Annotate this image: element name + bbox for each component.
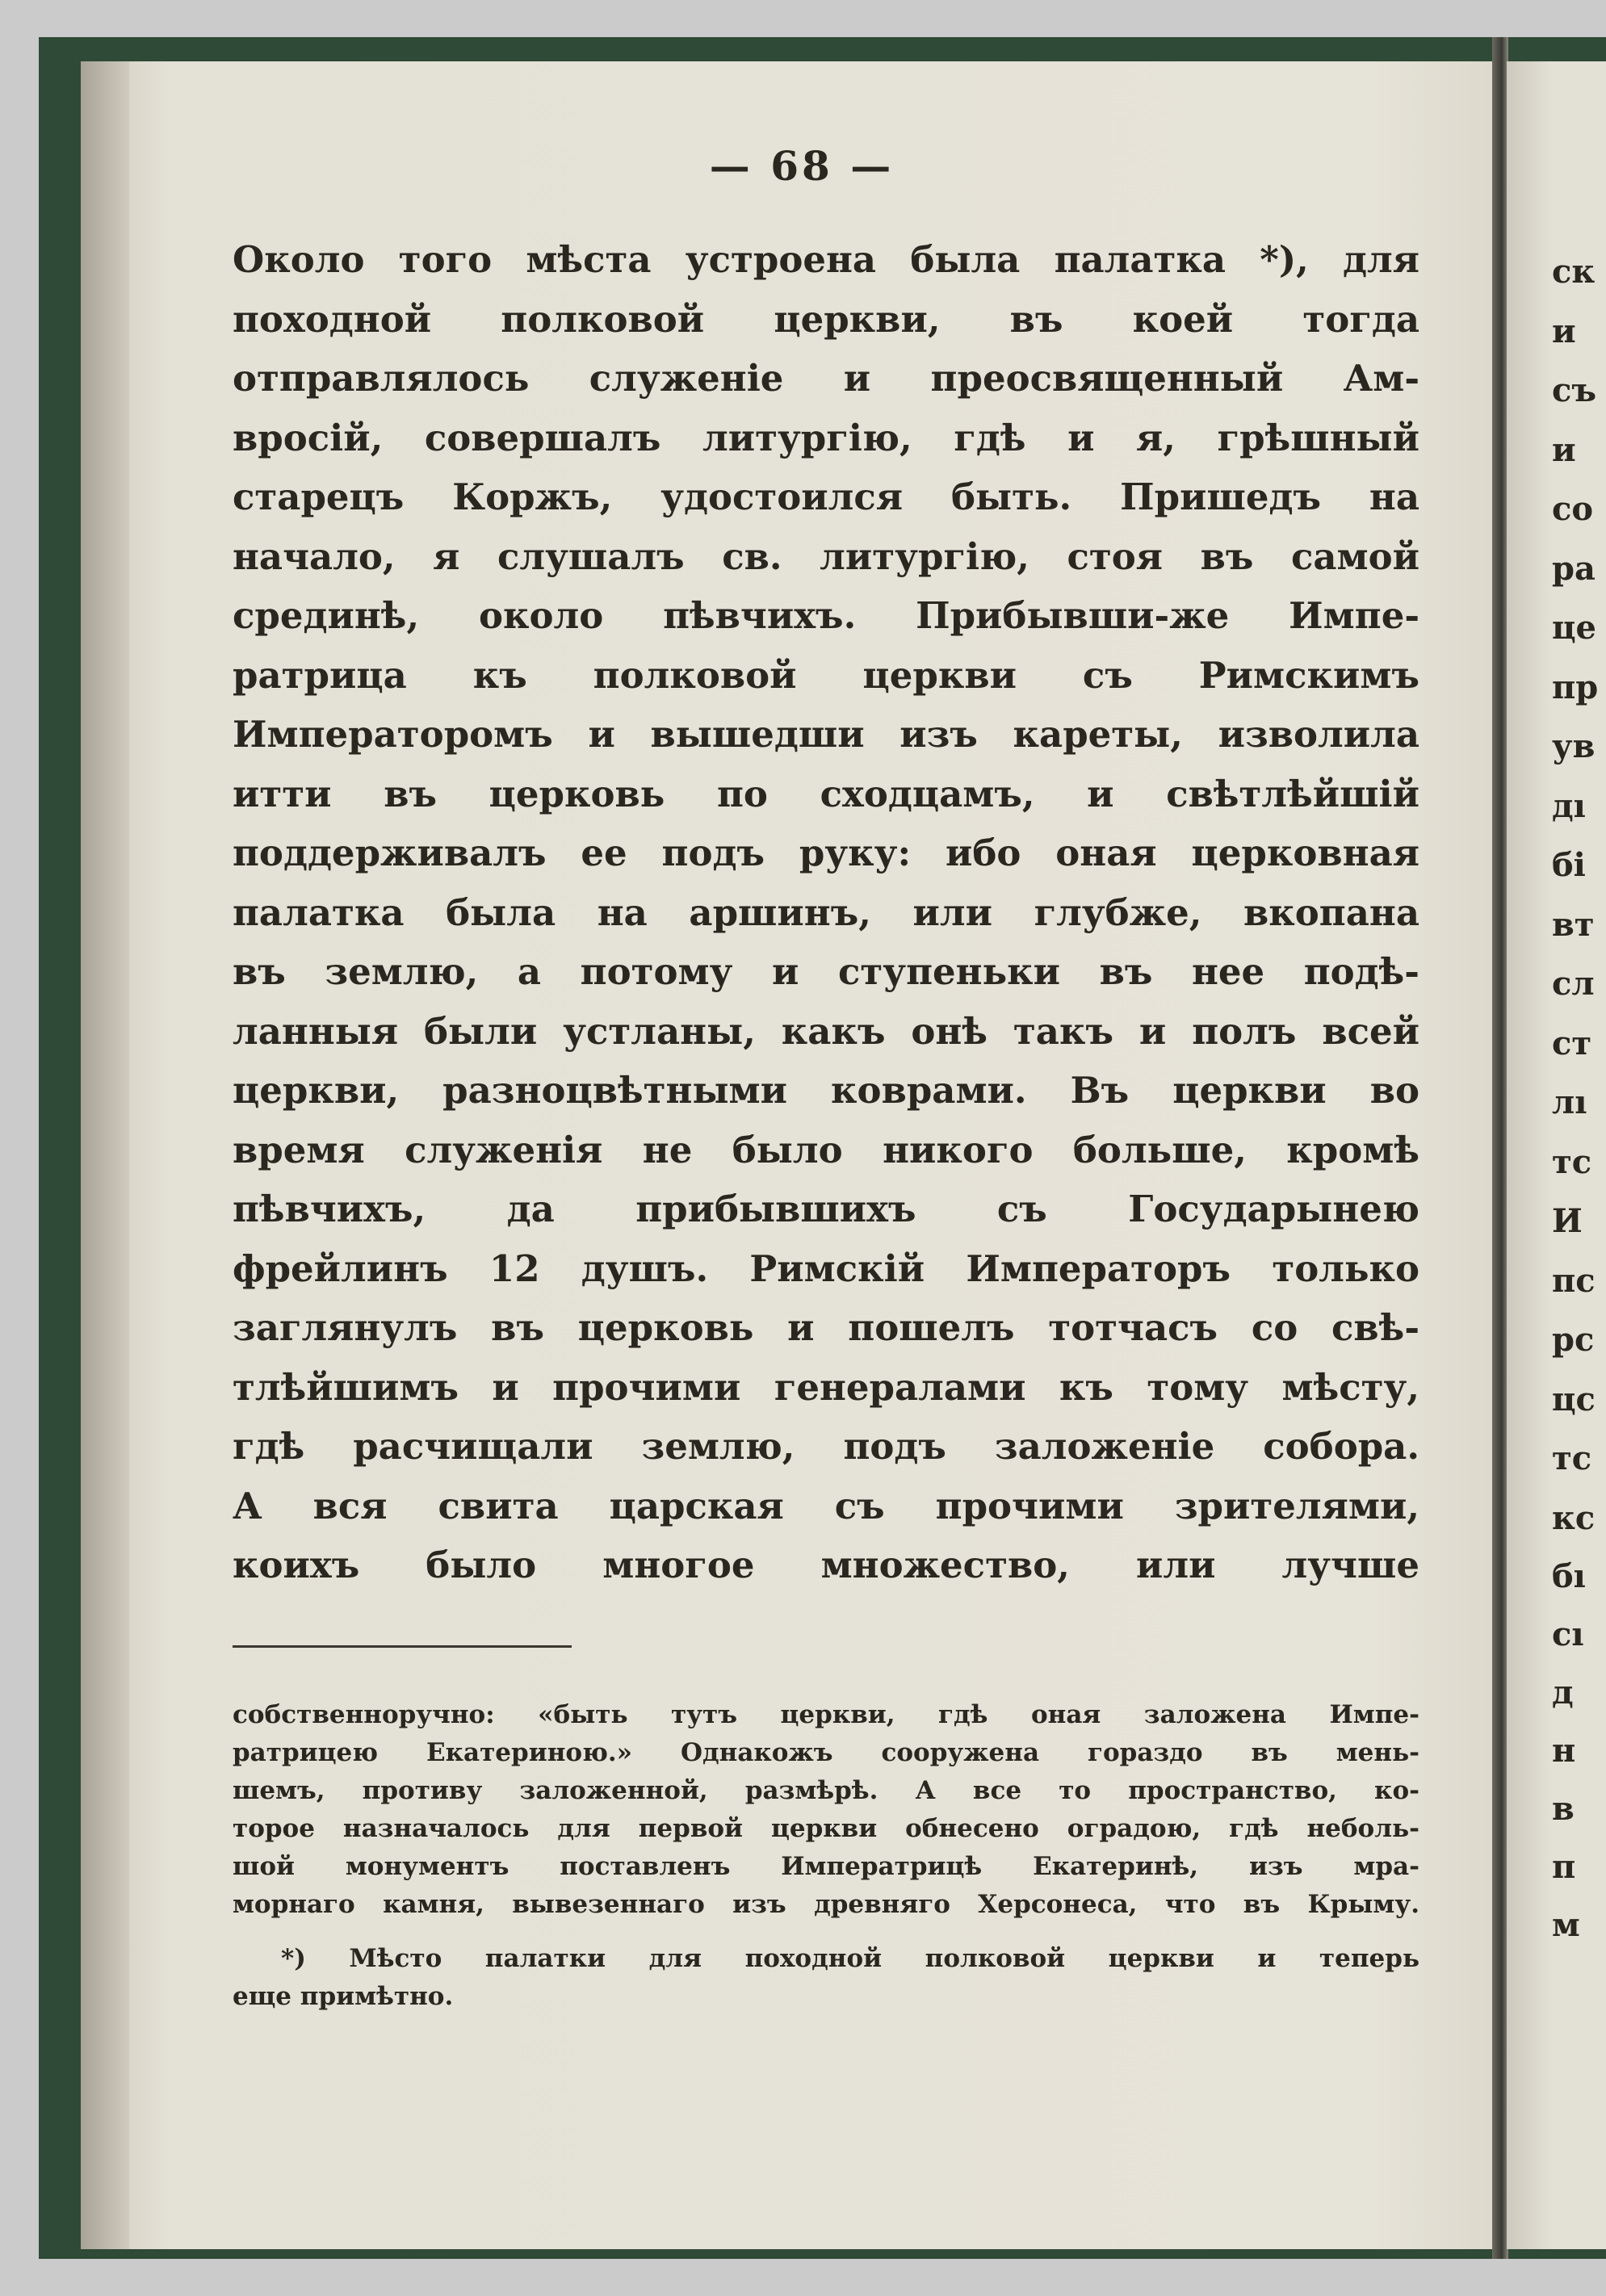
text-line: ратрица къ полковой церкви съ Римскимъ	[233, 653, 1419, 697]
fragment: м	[1552, 1906, 1580, 1944]
text-line: пѣвчихъ, да прибывшихъ съ Государынею	[233, 1188, 1419, 1230]
fragment: ск	[1552, 253, 1596, 291]
text-line: фрейлинъ 12 душъ. Римскій Императоръ только	[233, 1246, 1419, 1290]
fragment: це	[1552, 609, 1596, 647]
footnote-line: шой монументъ поставленъ Императрицѣ Екатеринѣ, изъ мра-	[233, 1851, 1419, 1881]
text-line: отправлялось служеніе и преосвященный Ам-	[233, 357, 1419, 400]
footnote-line: торое назначалось для первой церкви обнесено оградою, гдѣ неболь-	[233, 1813, 1419, 1843]
text-line: ланныя были устланы, какъ онѣ такъ и полъ всей	[233, 1009, 1419, 1053]
fragment: вт	[1552, 905, 1595, 944]
fragment: тс	[1552, 1142, 1592, 1181]
text-line: гдѣ расчищали землю, подъ заложеніе собора.	[233, 1425, 1419, 1468]
fragment: тс	[1552, 1439, 1592, 1477]
footnote-divider	[233, 1645, 572, 1648]
footnote-line: собственноручно: «быть тутъ церкви, гдѣ оная заложена Импе-	[233, 1699, 1419, 1729]
main-text	[233, 230, 1419, 1595]
fragment: дı	[1552, 786, 1586, 825]
footnote-line: шемъ, противу заложенной, размѣрѣ. А все то пространство, ко-	[233, 1775, 1419, 1805]
fragment: лı	[1552, 1083, 1587, 1121]
fragment: сı	[1552, 1615, 1584, 1653]
text-line: итти въ церковь по сходцамъ, и свѣтлѣйшій	[233, 772, 1419, 815]
footnote-line: морнаго камня, вывезеннаго изъ древняго Херсонеса, что въ Крыму.	[233, 1889, 1419, 1919]
text-line: поддерживалъ ее подъ руку: ибо оная церковная	[233, 832, 1419, 874]
fragment: бі	[1552, 846, 1586, 884]
fragment: и	[1552, 430, 1576, 469]
text-line: А вся свита царская съ прочими зрителями,	[233, 1484, 1419, 1527]
text-line: походной полковой церкви, въ коей тогда	[233, 297, 1419, 341]
fragment: съ	[1552, 371, 1597, 409]
text-line: начало, я слушалъ св. литургію, стоя въ самой	[233, 534, 1419, 578]
page-edge	[81, 61, 129, 2249]
fragment: цс	[1552, 1380, 1596, 1418]
fragment: со	[1552, 490, 1594, 528]
text-line: тлѣйшимъ и прочими генералами къ тому мѣсту,	[233, 1365, 1419, 1409]
text-line: заглянулъ въ церковь и пошелъ тотчасъ со свѣ-	[233, 1306, 1419, 1349]
text-line: Императоромъ и вышедши изъ кареты, изволила	[233, 713, 1419, 756]
footnote-line: еще примѣтно.	[233, 1981, 454, 2011]
text-line: Около того мѣста устроена была палатка *), для	[233, 238, 1419, 281]
fragment: в	[1552, 1790, 1575, 1828]
footnote-asterisk	[233, 1940, 1419, 2016]
fragment: и	[1552, 312, 1576, 350]
fragment: бı	[1552, 1557, 1586, 1595]
text-line: палатка была на аршинъ, или глубже, вкопана	[233, 890, 1419, 934]
fragment: И	[1552, 1202, 1583, 1240]
fragment: ув	[1552, 727, 1596, 765]
fragment: ра	[1552, 549, 1596, 588]
fragment: ст	[1552, 1024, 1592, 1062]
page-content	[233, 142, 1419, 2016]
text-line: въ землю, а потому и ступеньки въ нее подѣ-	[233, 950, 1419, 993]
fragment-group	[1552, 1548, 1598, 1955]
fragment: сл	[1552, 965, 1595, 1003]
text-line: время служенія не было никого больше, кромѣ	[233, 1128, 1419, 1171]
footnote-line: ратрицею Екатериною.» Однакожъ сооружена гораздо въ мень-	[233, 1737, 1419, 1767]
fragment: пр	[1552, 668, 1599, 706]
text-line: церкви, разноцвѣтными коврами. Въ церкви во	[233, 1069, 1419, 1112]
text-line: старецъ Коржъ, удостоился быть. Пришедъ на	[233, 476, 1419, 518]
fragment: д	[1552, 1674, 1574, 1712]
fragment: рс	[1552, 1321, 1595, 1359]
right-page-text-fragments	[1552, 242, 1598, 1955]
fragment: п	[1552, 1848, 1576, 1886]
footnote-continuation	[233, 1696, 1419, 1924]
page-number: — 68 —	[709, 142, 895, 190]
fragment: кс	[1552, 1498, 1596, 1537]
text-line: коихъ было многое множество, или лучше	[233, 1544, 1419, 1586]
book-gutter	[1492, 37, 1508, 2259]
fragment: н	[1552, 1732, 1576, 1770]
footnotes	[233, 1696, 1419, 2016]
footnote-line: *) Мѣсто палатки для походной полковой церкви и теперь	[281, 1943, 1419, 1973]
text-line: срединѣ, около пѣвчихъ. Прибывши-же Импе-	[233, 594, 1419, 637]
text-line: вросій, совершалъ литургію, гдѣ и я, грѣшный	[233, 416, 1419, 459]
fragment: пс	[1552, 1261, 1596, 1300]
